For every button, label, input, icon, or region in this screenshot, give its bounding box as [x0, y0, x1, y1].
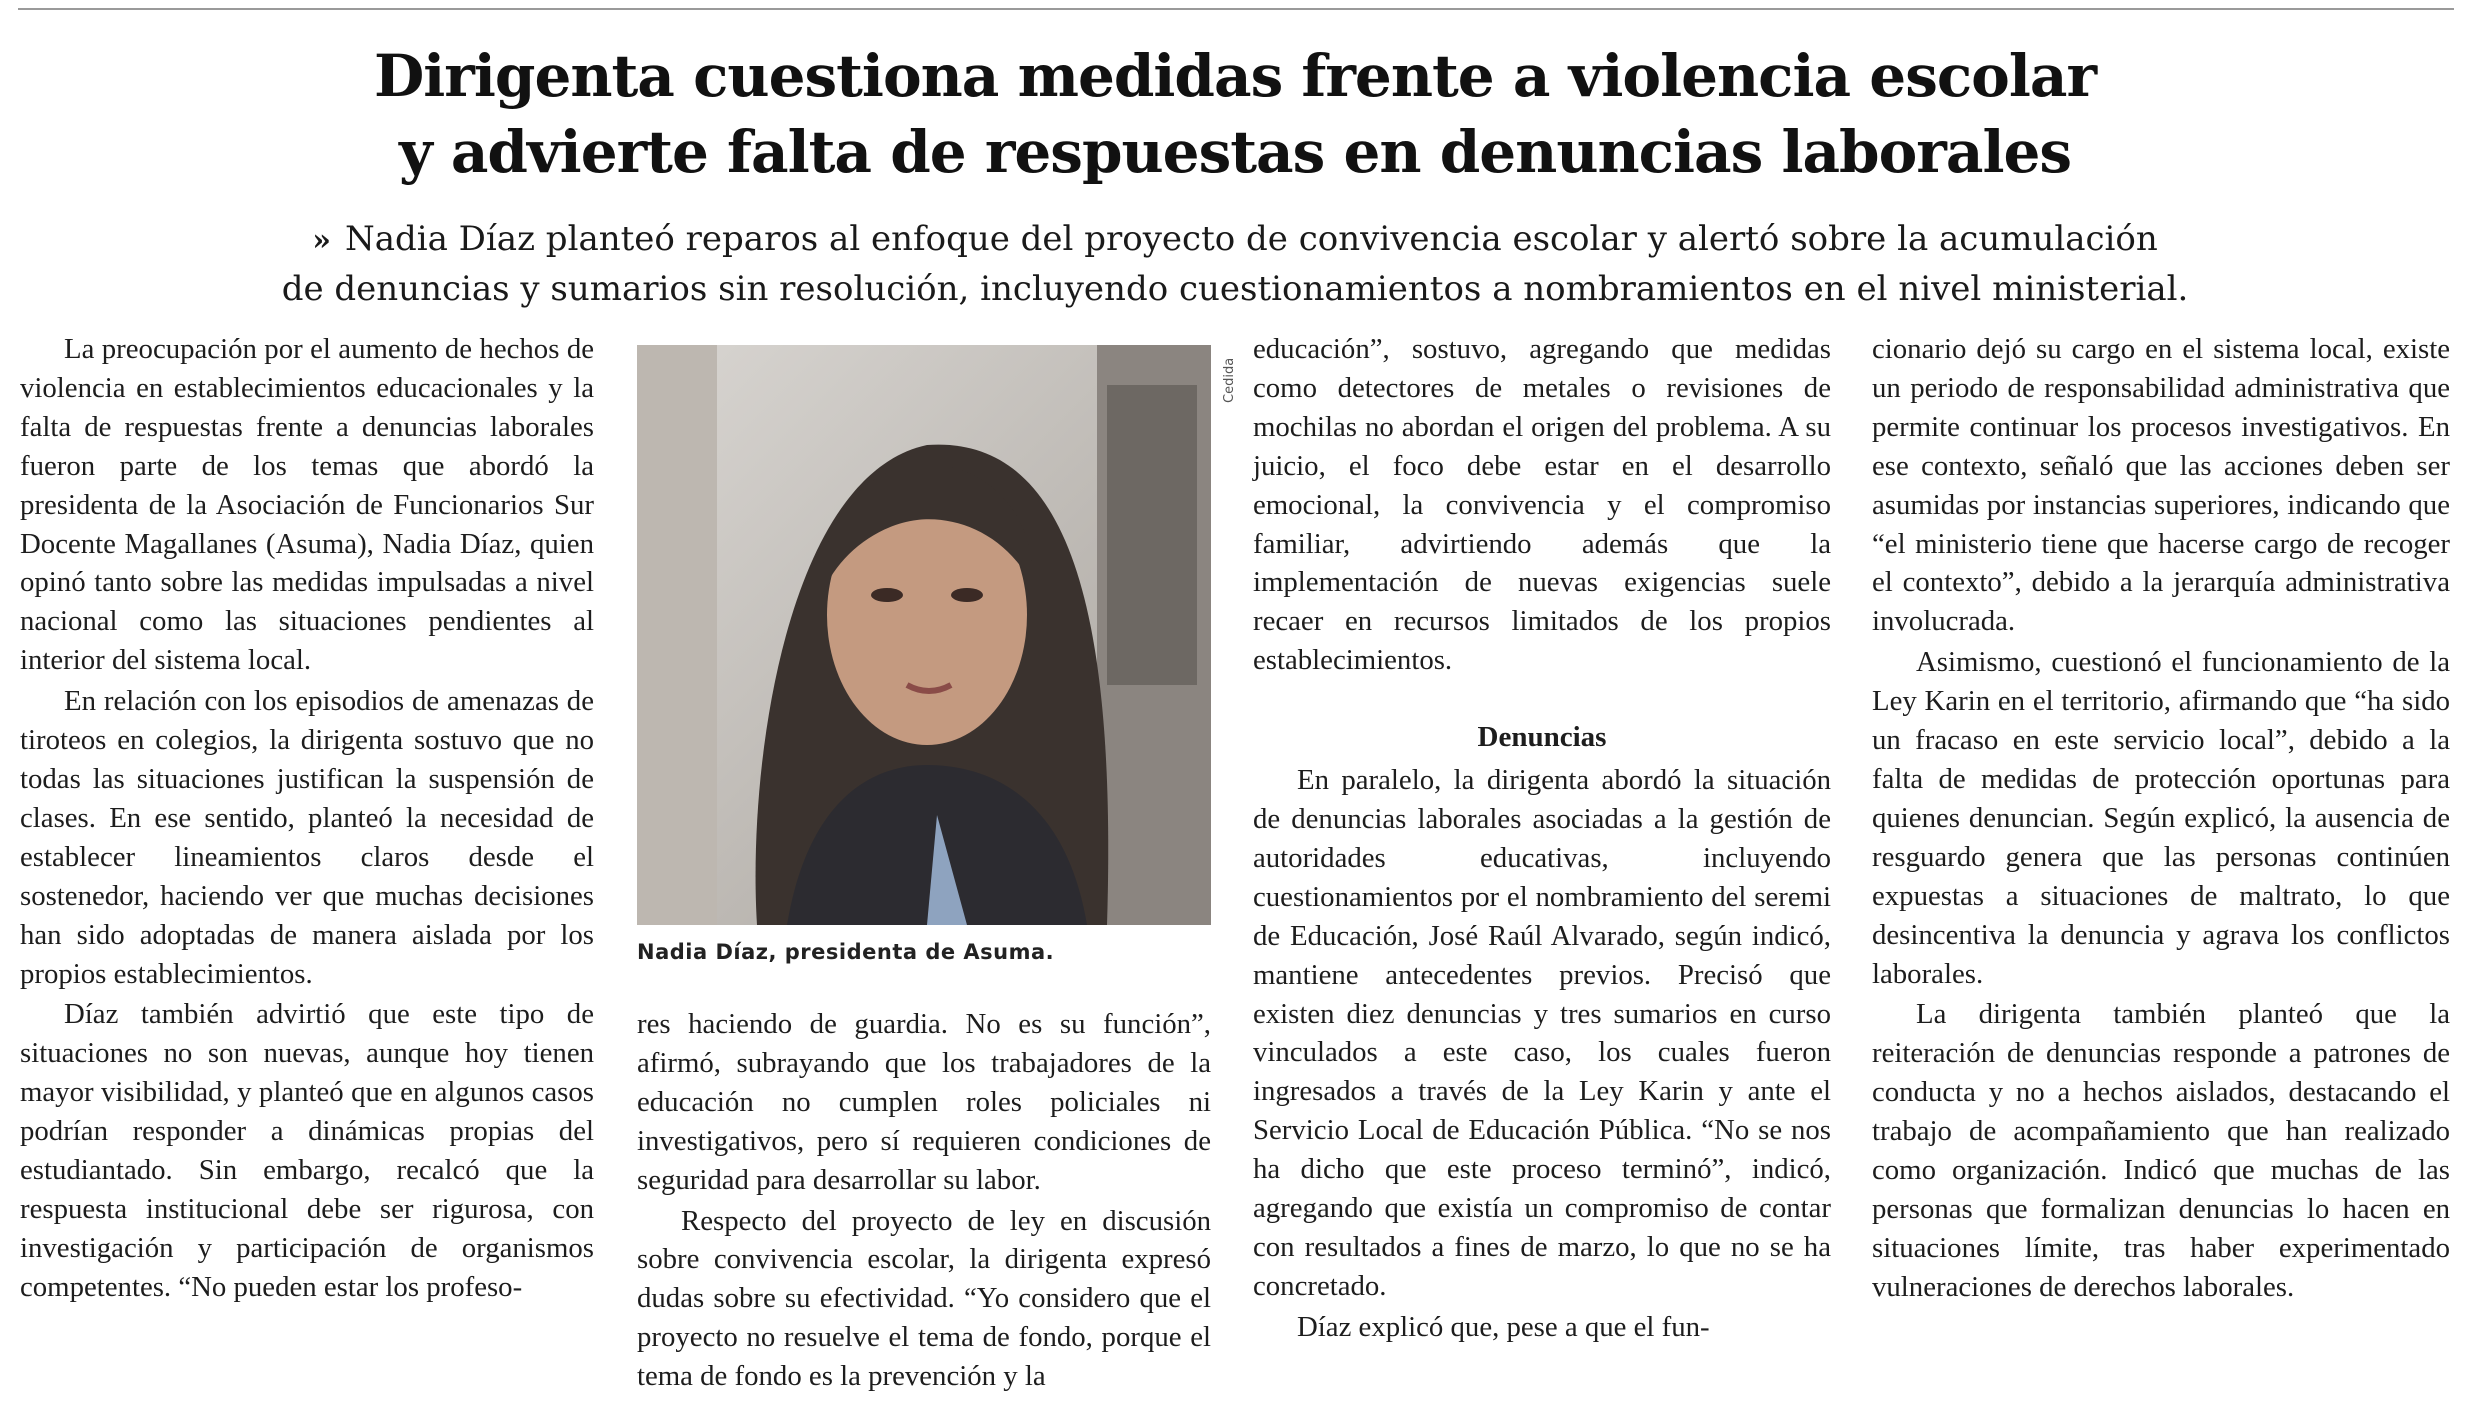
- article-column-4: [1872, 330, 2450, 1307]
- paragraph: La dirigenta también planteó que la reiteración de denuncias responde a patrones de conducta y no a hechos aislados, destacando el trabajo de acompañamiento que han realizado como organización. Indicó que muchas de las personas que formalizan denuncias lo hacen en situaciones límite, tras haber experimentado vulneraciones de derechos laborales.: [1872, 998, 2450, 1303]
- paragraph: Respecto del proyecto de ley en discusión sobre convivencia escolar, la dirigenta expresó dudas sobre su efectividad. “Yo considero que el proyecto no resuelve el tema de fondo, porque el tema de fondo es la prevención y la: [637, 1204, 1211, 1393]
- section-subhead: Denuncias: [1477, 721, 1607, 754]
- paragraph: Asimismo, cuestionó el funcionamiento de la Ley Karin en el territorio, afirmando que “ha sido un fracaso en este servicio local”, debido a la falta de medidas de protección oportunas para quienes denuncian. Según explicó, la ausencia de resguardo genera que las personas continúen expuestas a situaciones de maltrato, lo que desincentiva la denuncia y agrava los conflictos laborales.: [1872, 646, 2450, 990]
- deck-line-1-text: Nadia Díaz planteó reparos al enfoque del proyecto de convivencia escolar y alertó sobre la acumulación: [344, 219, 2158, 259]
- headline-line-1: Dirigenta cuestiona medidas frente a violencia escolar: [373, 42, 2097, 110]
- paragraph: En relación con los episodios de amenazas de tiroteos en colegios, la dirigenta sostuvo que no todas las situaciones justifican la suspensión de clases. En ese sentido, planteó la necesidad de establecer lineamientos claros desde el sostenedor, haciendo ver que muchas decisiones han sido adoptadas de manera aislada por los propios establecimientos.: [20, 685, 594, 990]
- article-headline: [0, 38, 2470, 190]
- article-column-2: [637, 1005, 1211, 1396]
- top-rule: [18, 8, 2454, 10]
- portrait-image: [637, 345, 1211, 925]
- photo-caption: Nadia Díaz, presidenta de Asuma.: [637, 940, 1055, 964]
- paragraph: educación”, sostuvo, agregando que medidas como detectores de metales o revisiones de mochilas no abordan el origen del problema. A su juicio, el foco debe estar en el desarrollo emocional, la convivencia y el compromiso familiar, advirtiendo además que la implementación de nuevas exigencias suele recaer en recursos limitados de los propios establecimientos.: [1253, 333, 1831, 677]
- paragraph: res haciendo de guardia. No es su función”, afirmó, subrayando que los trabajadores de la educación no cumplen roles policiales ni investigativos, pero sí requieren condiciones de seguridad para desarrollar su labor.: [637, 1008, 1211, 1196]
- paragraph: La preocupación por el aumento de hechos de violencia en establecimientos educacionales y la falta de respuestas frente a denuncias laborales fueron parte de los temas que abordó la presidenta de la Asociación de Funcionarios Sur Docente Magallanes (Asuma), Nadia Díaz, quien opinó tanto sobre las medidas impulsadas a nivel nacional como las situaciones pendientes al interior del sistema local.: [20, 333, 594, 677]
- paragraph: Díaz también advirtió que este tipo de situaciones no son nuevas, aunque hoy tienen mayor visibilidad, y planteó que en algunos casos podrían responder a dinámicas propias del estudiantado. Sin embargo, recalcó que la respuesta institucional debe ser rigurosa, con investigación y participación de organismos competentes. “No pueden estar los profeso-: [20, 998, 594, 1303]
- deck-line-1: [0, 215, 2470, 265]
- portrait-photo: [637, 345, 1211, 925]
- paragraph: En paralelo, la dirigenta abordó la situación de denuncias laborales asociadas a la gestión de autoridades educativas, incluyendo cuestionamientos por el nombramiento del seremi de Educación, José Raúl Alvarado, según indicó, mantiene antecedentes previos. Precisó que existen diez denuncias y tres sumarios en curso vinculados a este caso, los cuales fueron ingresados a través de la Ley Karin y ante el Servicio Local de Educación Pública. “No se nos ha dicho que este proceso terminó”, indicó, agregando que existía un compromiso de contar con resultados a fines de marzo, lo que no se ha concretado.: [1253, 764, 1831, 1302]
- headline-line-2: y advierte falta de respuestas en denuncias laborales: [398, 118, 2072, 186]
- article-deck: [0, 215, 2470, 313]
- article-column-3: [1253, 330, 1831, 1347]
- photo-credit: Cedida: [1222, 357, 1237, 403]
- chevron-right-icon: »: [312, 223, 331, 258]
- article-column-1: [20, 330, 594, 1307]
- paragraph: cionario dejó su cargo en el sistema local, existe un periodo de responsabilidad administrativa que permite continuar los procesos investigativos. En ese contexto, señaló que las acciones deben ser asumidas por instancias superiores, indicando que “el ministerio tiene que hacerse cargo de recoger el contexto”, debido a la jerarquía administrativa involucrada.: [1872, 333, 2450, 638]
- paragraph: Díaz explicó que, pese a que el fun-: [1297, 1310, 1710, 1343]
- deck-line-2: de denuncias y sumarios sin resolución, incluyendo cuestionamientos a nombramientos en el nivel ministerial.: [281, 269, 2189, 309]
